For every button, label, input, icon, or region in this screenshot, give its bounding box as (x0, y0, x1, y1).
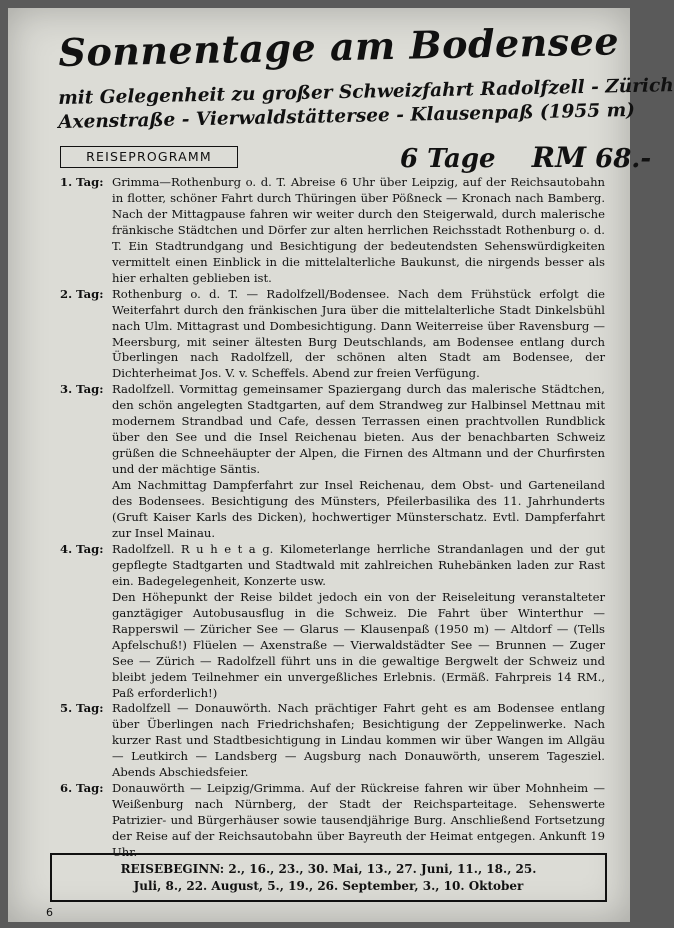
day-label: 6. Tag: (60, 781, 104, 796)
duration: 6 Tage (400, 144, 496, 174)
page-title: Sonnentage am Bodensee (58, 18, 620, 75)
price-value: 68.- (595, 144, 652, 174)
itinerary (60, 175, 605, 861)
price-line (400, 141, 651, 174)
day-paragraph: Am Nachmittag Dampferfahrt zur Insel Reichenau, dem Obst- und Garteneiland des Bodensees. Besichtigung des Münsters, Pfeilerbasilika des 11. Jahrhunderts (Gruft Kaiser Karls des Dicken), hochwertiger Münsterschatz. Evtl. Dampferfahrt zur Insel Mainau. (112, 478, 605, 540)
day-entry (60, 542, 605, 702)
currency: RM (531, 141, 587, 174)
travel-dates-box (50, 853, 607, 902)
day-paragraph: Grimma—Rothenburg o. d. T. Abreise 6 Uhr über Leipzig, auf der Reichsautobahn in flotter, schöner Fahrt durch Thüringen über Pößneck — Kronach nach Bamberg. Nach der Mittagpause fahren wir weiter durch den Steigerwald, durch malerische fränkische Städtchen und Dörfer zur alten herrlichen Reichsstadt Rothenburg o. d. T. Ein Stadtrundgang und Besichtigung der bedeutendsten Sehenswürdigkeiten vermittelt einen Einblick in die mittelalterliche Baukunst, die nirgends besser als hier erhalten geblieben ist. (112, 175, 605, 285)
travel-dates-line-2: Juli, 8., 22. August, 5., 19., 26. September, 3., 10. Oktober (133, 879, 524, 893)
day-paragraph: Radolfzell. R u h e t a g. Kilometerlange herrliche Strandanlagen und der gut gepflegte Stadtgarten und Stadtwald mit zahlreichen Ruhebänken laden zur Rast ein. Badegelegenheit, Konzerte usw. (112, 541, 605, 588)
day-paragraph: Den Höhepunkt der Reise bildet jedoch ein von der Reiseleitung veranstalteter ganztägiger Autobusausflug in die Schweiz. Die Fahrt über Winterthur — Rapperswil — Züricher See — Glarus — Klausenpaß (1950 m) — Altdorf — (Tells Apfelschuß!) Flüelen — Axenstraße — Vierwaldstädter See — Brunnen — Zuger See — Zürich — Radolfzell führt uns in die gewaltige Bergwelt der Schweiz und bleibt jedem Teilnehmer ein unvergeßliches Erlebnis. (Ermäß. Fahrpreis 14 RM., Paß erforderlich!) (112, 589, 605, 700)
subtitle-line-1: mit Gelegenheit zu großer Schweizfahrt Radolfzell - Zürich (58, 75, 674, 109)
day-label: 1. Tag: (60, 175, 104, 189)
day-paragraph: Donauwörth — Leipzig/Grimma. Auf der Rückreise fahren wir über Mohnheim — Weißenburg nach Nürnberg, der Stadt der Reichsparteitage. Sehenswerte Patrizier- und Bürgerhäuser sowie tausendjährige Burg. Anschließend Fortsetzung der Reise auf der Reichsautobahn über Bayreuth der Heimat entgegen. Ankunft 19 Uhr. (112, 781, 605, 860)
day-entry (60, 701, 605, 781)
program-label: REISEPROGRAMM (60, 146, 238, 168)
day-entry (60, 382, 605, 542)
travel-dates-line-1: REISEBEGINN: 2., 16., 23., 30. Mai, 13., 27. Juni, 11., 18., 25. (120, 862, 537, 876)
page-number: 6 (46, 906, 53, 919)
day-label: 5. Tag: (60, 701, 104, 716)
subtitle-line-2: Axenstraße - Vierwaldstättersee - Klausenpaß (1955 m) (58, 99, 636, 133)
document-page (8, 8, 674, 922)
day-label: 2. Tag: (60, 286, 104, 301)
day-entry (60, 175, 605, 287)
day-label: 3. Tag: (60, 382, 104, 397)
day-paragraph: Rothenburg o. d. T. — Radolfzell/Bodensee. Nach dem Frühstück erfolgt die Weiterfahrt durch den fränkischen Jura über die mittelalterliche Stadt Dinkelsbühl nach Ulm. Mittagrast und Dombesichtigung. Dann Weiterreise über Ravensburg — Meersburg, mit seiner ältesten Burg Deutschlands, am Bodensee entlang durch Überlingen nach Radolfzell, der schönen alten Stadt am Bodensee, der Dichterheimat Jos. V. v. Scheffels. Abend zur freien Verfügung. (112, 286, 605, 381)
day-paragraph: Radolfzell — Donauwörth. Nach prächtiger Fahrt geht es am Bodensee entlang über Überlingen nach Friedrichshafen; Besichtigung der Zeppelinwerke. Nach kurzer Rast und Stadtbesichtigung in Lindau kommen wir über Wangen im Allgäu — Leutkirch — Landsberg — Augsburg nach Donauwörth, unserem Tagesziel. Abends Abschiedsfeier. (112, 701, 605, 780)
day-label: 4. Tag: (60, 541, 104, 556)
day-entry (60, 287, 605, 383)
day-entry (60, 781, 605, 861)
day-paragraph: Radolfzell. Vormittag gemeinsamer Spaziergang durch das malerische Städtchen, den schön angelegten Stadtgarten, auf dem Strandweg zur Halbinsel Mettnau mit modernem Strandbad und Cafe, dessen Terrassen einen prachtvollen Rundblick über den See und die Insel Reichenau bieten. Aus der benachbarten Schweiz grüßen die Schneehäupter der Alpen, die Firnen des Altmann und der Churfirsten und der mächtige Säntis. (112, 382, 605, 477)
